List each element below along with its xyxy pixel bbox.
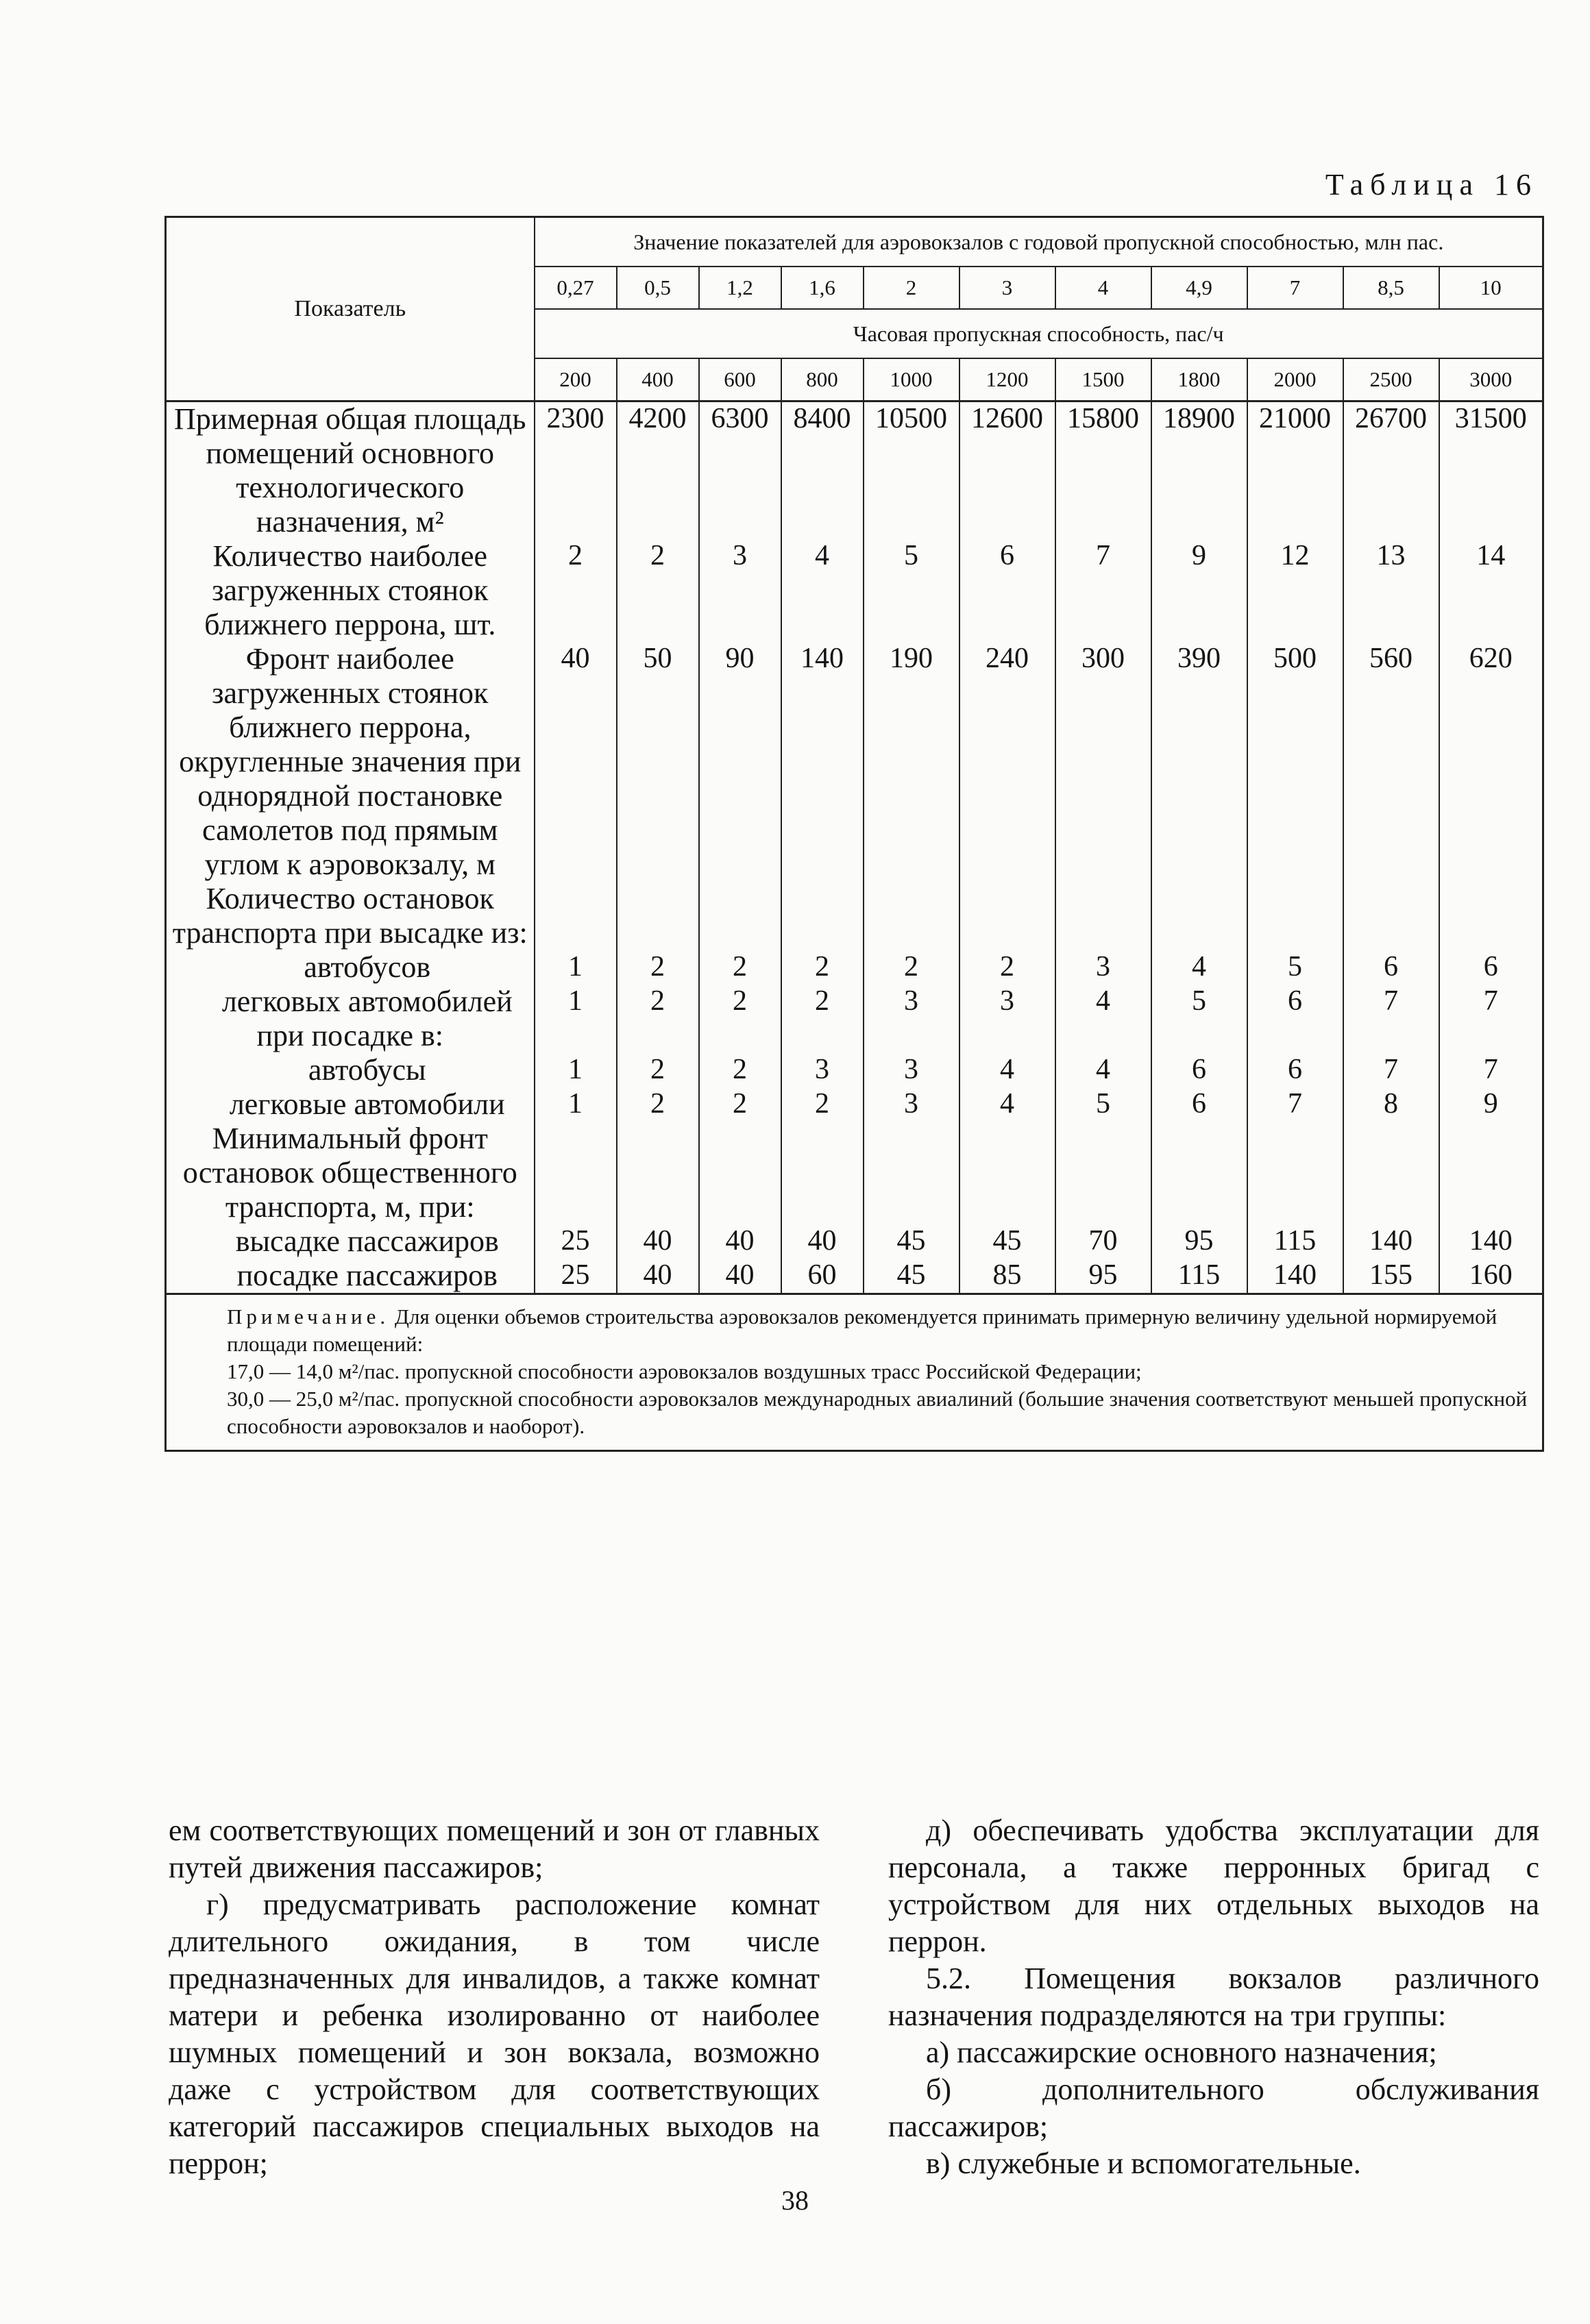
row-value: 6 — [1247, 1053, 1343, 1087]
annual-2: 1,2 — [699, 267, 781, 309]
row-value — [1151, 882, 1247, 950]
row-value: 7 — [1439, 985, 1543, 1019]
annual-4: 2 — [864, 267, 959, 309]
row-label: Количество наиболее загруженных стоянок ближнего перрона, шт. — [166, 539, 535, 642]
row-value — [535, 882, 617, 950]
row-value: 115 — [1247, 1224, 1343, 1259]
left-paragraph-2: г) предусматривать расположение комнат длительного ожидания, в том числе предназначенных для инвалидов, а также комнат матери и ребенка изолированно от наиболее шумных помещений и зон вокзала, возможно даже с устройством для соответствующих категорий пассажиров специальных выходов на перрон; — [169, 1888, 820, 2180]
hourly-3: 800 — [781, 358, 864, 401]
row-value: 12 — [1247, 539, 1343, 642]
row-value: 300 — [1055, 642, 1151, 882]
note-text: Для оценки объемов строительства аэровокзалов рекомендуется принимать примерную величину удельной нормируемой площади помещений: — [227, 1305, 1497, 1356]
row-value — [1055, 1122, 1151, 1224]
row-value: 160 — [1439, 1259, 1543, 1294]
table-16 — [164, 216, 1544, 1452]
table-note — [166, 1294, 1543, 1451]
row-value — [617, 1019, 699, 1053]
row-value: 45 — [864, 1259, 959, 1294]
row-label: легковые автомобили — [166, 1087, 535, 1122]
row-value: 4 — [1151, 950, 1247, 985]
row-value: 4200 — [617, 401, 699, 540]
table-row — [166, 1122, 1543, 1224]
row-value — [1439, 1122, 1543, 1224]
row-value: 3 — [781, 1053, 864, 1087]
row-value: 140 — [1247, 1259, 1343, 1294]
row-value — [959, 1122, 1055, 1224]
row-value: 2 — [617, 539, 699, 642]
row-value: 4 — [959, 1087, 1055, 1122]
row-label: легковых автомобилей — [166, 985, 535, 1019]
row-value — [699, 1019, 781, 1053]
row-label: Количество остановок транспорта при высадке из: — [166, 882, 535, 950]
row-value: 140 — [1439, 1224, 1543, 1259]
row-value — [1343, 1122, 1439, 1224]
row-value: 140 — [1343, 1224, 1439, 1259]
row-value: 10500 — [864, 401, 959, 540]
row-value: 5 — [864, 539, 959, 642]
hourly-6: 1500 — [1055, 358, 1151, 401]
row-value — [1439, 882, 1543, 950]
annual-5: 3 — [959, 267, 1055, 309]
row-value: 1 — [535, 950, 617, 985]
row-value: 2 — [699, 1087, 781, 1122]
row-value — [699, 882, 781, 950]
hourly-caption: Часовая пропускная способность, пас/ч — [535, 309, 1543, 358]
row-value: 4 — [1055, 985, 1151, 1019]
hourly-9: 2500 — [1343, 358, 1439, 401]
row-value: 240 — [959, 642, 1055, 882]
row-value: 6 — [1343, 950, 1439, 985]
row-value: 25 — [535, 1224, 617, 1259]
row-value: 40 — [617, 1224, 699, 1259]
row-value: 6 — [1247, 985, 1343, 1019]
row-label: посадке пассажиров — [166, 1259, 535, 1294]
row-value: 4 — [1055, 1053, 1151, 1087]
table-row — [166, 401, 1543, 540]
annual-8: 7 — [1247, 267, 1343, 309]
row-value: 6 — [1151, 1053, 1247, 1087]
row-value: 7 — [1055, 539, 1151, 642]
right-column — [888, 1812, 1539, 2182]
row-value: 12600 — [959, 401, 1055, 540]
right-paragraph-1: д) обеспечивать удобства эксплуатации для персонала, а также перронных бригад с устройством для них отдельных выходов на перрон. — [888, 1814, 1539, 1958]
row-value: 2 — [781, 985, 864, 1019]
row-value: 390 — [1151, 642, 1247, 882]
row-value: 13 — [1343, 539, 1439, 642]
row-value: 18900 — [1151, 401, 1247, 540]
row-value: 95 — [1151, 1224, 1247, 1259]
note-lead: Примечание. — [227, 1305, 390, 1328]
row-value — [1343, 1019, 1439, 1053]
row-value: 8 — [1343, 1087, 1439, 1122]
row-value: 2300 — [535, 401, 617, 540]
annual-6: 4 — [1055, 267, 1151, 309]
row-value: 2 — [617, 950, 699, 985]
row-value: 9 — [1439, 1087, 1543, 1122]
table-row — [166, 539, 1543, 642]
row-value: 7 — [1343, 985, 1439, 1019]
row-value: 2 — [699, 950, 781, 985]
table-title: Таблица 16 — [1325, 168, 1538, 201]
table-row — [166, 950, 1543, 985]
table-row — [166, 1224, 1543, 1259]
table-row — [166, 1087, 1543, 1122]
header-corner: Показатель — [166, 217, 535, 401]
row-value — [864, 882, 959, 950]
row-value: 40 — [699, 1224, 781, 1259]
note-row — [166, 1294, 1543, 1451]
row-value — [864, 1019, 959, 1053]
row-value: 3 — [1055, 950, 1151, 985]
row-value — [1055, 1019, 1151, 1053]
row-value: 9 — [1151, 539, 1247, 642]
hourly-5: 1200 — [959, 358, 1055, 401]
row-value: 3 — [959, 985, 1055, 1019]
hourly-4: 1000 — [864, 358, 959, 401]
row-value: 85 — [959, 1259, 1055, 1294]
hourly-7: 1800 — [1151, 358, 1247, 401]
row-value: 45 — [959, 1224, 1055, 1259]
right-paragraph-3: а) пассажирские основного назначения; — [926, 2036, 1437, 2069]
row-value: 40 — [699, 1259, 781, 1294]
row-value: 155 — [1343, 1259, 1439, 1294]
table-row — [166, 1259, 1543, 1294]
row-value: 2 — [959, 950, 1055, 985]
row-value: 1 — [535, 985, 617, 1019]
row-value: 5 — [1247, 950, 1343, 985]
row-value — [781, 1019, 864, 1053]
row-value: 2 — [617, 1053, 699, 1087]
row-value: 2 — [781, 1087, 864, 1122]
row-value — [864, 1122, 959, 1224]
note-line-1: 17,0 — 14,0 м²/пас. пропускной способности аэровокзалов воздушных трасс Российской Федерации; — [227, 1359, 1142, 1383]
row-value — [617, 1122, 699, 1224]
row-value: 45 — [864, 1224, 959, 1259]
row-value: 2 — [535, 539, 617, 642]
table-row — [166, 1019, 1543, 1053]
row-value — [617, 882, 699, 950]
row-value: 7 — [1247, 1087, 1343, 1122]
row-value: 6 — [1439, 950, 1543, 985]
annual-1: 0,5 — [617, 267, 699, 309]
row-value: 50 — [617, 642, 699, 882]
row-value: 70 — [1055, 1224, 1151, 1259]
row-value — [1247, 882, 1343, 950]
row-value: 5 — [1151, 985, 1247, 1019]
row-label: автобусов — [166, 950, 535, 985]
row-value: 3 — [699, 539, 781, 642]
row-value: 3 — [864, 1053, 959, 1087]
right-paragraph-5: в) служебные и вспомогательные. — [926, 2147, 1361, 2180]
row-value: 6300 — [699, 401, 781, 540]
row-value: 3 — [864, 1087, 959, 1122]
row-value: 40 — [617, 1259, 699, 1294]
row-value: 190 — [864, 642, 959, 882]
row-value: 2 — [699, 1053, 781, 1087]
row-label: Фронт наиболее загруженных стоянок ближнего перрона, округленные значения при однорядной постановке самолетов под прямым углом к аэровокзалу, м — [166, 642, 535, 882]
row-value: 6 — [1151, 1087, 1247, 1122]
row-value — [959, 1019, 1055, 1053]
row-value: 7 — [1439, 1053, 1543, 1087]
row-label: Минимальный фронт остановок общественного транспорта, м, при: — [166, 1122, 535, 1224]
row-value — [699, 1122, 781, 1224]
row-label: Примерная общая площадь помещений основного технологического назначения, м² — [166, 401, 535, 540]
note-line-2: 30,0 — 25,0 м²/пас. пропускной способности аэровокзалов международных авиалиний (большие значения соответствуют меньшей пропускной способности аэровокзалов и наоборот). — [227, 1387, 1528, 1438]
row-value: 2 — [699, 985, 781, 1019]
hourly-2: 600 — [699, 358, 781, 401]
row-value — [1247, 1019, 1343, 1053]
row-value — [781, 882, 864, 950]
row-label: автобусы — [166, 1053, 535, 1087]
row-value: 21000 — [1247, 401, 1343, 540]
hourly-1: 400 — [617, 358, 699, 401]
row-value — [535, 1019, 617, 1053]
annual-0: 0,27 — [535, 267, 617, 309]
annual-10: 10 — [1439, 267, 1543, 309]
row-value — [1439, 1019, 1543, 1053]
row-value: 140 — [781, 642, 864, 882]
row-value: 15800 — [1055, 401, 1151, 540]
row-value: 560 — [1343, 642, 1439, 882]
row-value: 500 — [1247, 642, 1343, 882]
left-paragraph-1: ем соответствующих помещений и зон от главных путей движения пассажиров; — [169, 1814, 820, 1884]
row-value: 60 — [781, 1259, 864, 1294]
row-value — [1151, 1122, 1247, 1224]
row-value: 31500 — [1439, 401, 1543, 540]
row-value: 14 — [1439, 539, 1543, 642]
row-label: при посадке в: — [166, 1019, 535, 1053]
table-row — [166, 882, 1543, 950]
row-value: 6 — [959, 539, 1055, 642]
hourly-8: 2000 — [1247, 358, 1343, 401]
table-row — [166, 642, 1543, 882]
row-value — [1055, 882, 1151, 950]
row-label: высадке пассажиров — [166, 1224, 535, 1259]
right-paragraph-2: 5.2. Помещения вокзалов различного назначения подразделяются на три группы: — [888, 1962, 1539, 2032]
row-value — [959, 882, 1055, 950]
row-value: 26700 — [1343, 401, 1439, 540]
left-column — [169, 1812, 820, 2182]
annual-7: 4,9 — [1151, 267, 1247, 309]
annual-3: 1,6 — [781, 267, 864, 309]
row-value: 5 — [1055, 1087, 1151, 1122]
annual-9: 8,5 — [1343, 267, 1439, 309]
row-value: 1 — [535, 1087, 617, 1122]
row-value: 2 — [781, 950, 864, 985]
row-value: 115 — [1151, 1259, 1247, 1294]
row-value: 1 — [535, 1053, 617, 1087]
row-value: 40 — [535, 642, 617, 882]
row-value: 4 — [781, 539, 864, 642]
row-value — [1343, 882, 1439, 950]
annual-caption: Значение показателей для аэровокзалов с годовой пропускной способностью, млн пас. — [535, 217, 1543, 267]
row-value: 95 — [1055, 1259, 1151, 1294]
row-value: 7 — [1343, 1053, 1439, 1087]
row-value: 4 — [959, 1053, 1055, 1087]
row-value — [781, 1122, 864, 1224]
row-value: 8400 — [781, 401, 864, 540]
body-text — [169, 1812, 1539, 2182]
page-number: 38 — [781, 2185, 809, 2216]
row-value: 40 — [781, 1224, 864, 1259]
row-value — [1247, 1122, 1343, 1224]
hourly-10: 3000 — [1439, 358, 1543, 401]
table-row — [166, 1053, 1543, 1087]
row-value: 90 — [699, 642, 781, 882]
row-value: 620 — [1439, 642, 1543, 882]
row-value: 2 — [617, 985, 699, 1019]
table-row — [166, 985, 1543, 1019]
hourly-0: 200 — [535, 358, 617, 401]
row-value — [535, 1122, 617, 1224]
row-value: 2 — [617, 1087, 699, 1122]
right-paragraph-4: б) дополнительного обслуживания пассажиров; — [888, 2073, 1539, 2143]
row-value: 25 — [535, 1259, 617, 1294]
row-value: 2 — [864, 950, 959, 985]
row-value — [1151, 1019, 1247, 1053]
row-value: 3 — [864, 985, 959, 1019]
